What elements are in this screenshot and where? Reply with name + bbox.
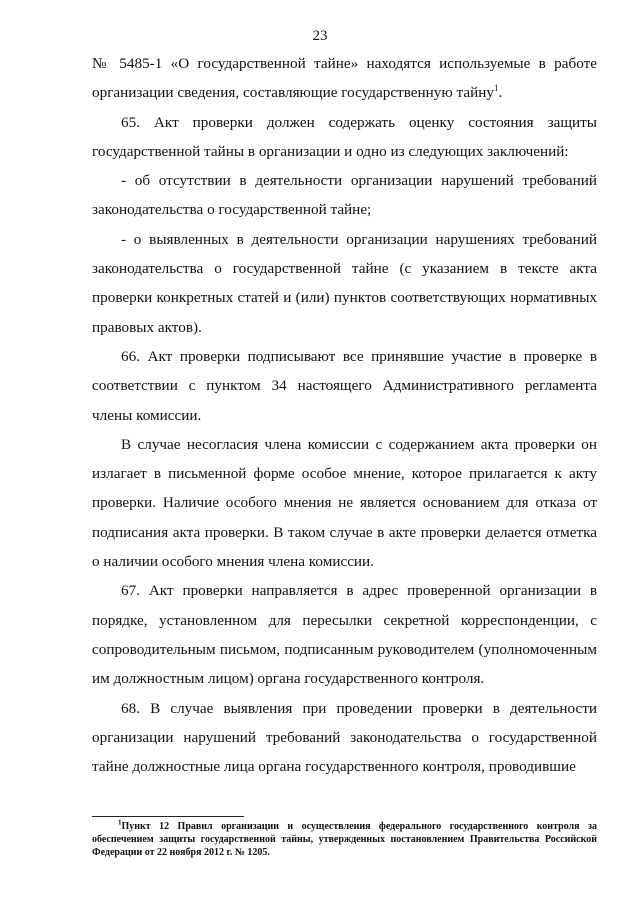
conclusion-no-violations: - об отсутствии в деятельности организации нарушений требований законодательства о государственной тайне; [92, 172, 597, 219]
paragraph-66: 66. Акт проверки подписывают все принявшие участие в проверке в соответствии с пунктом 34 настоящего Административного регламента члены комиссии. [92, 347, 597, 424]
conclusion-violations-found: - о выявленных в деятельности организации нарушениях требований законодательства о государственной тайне (с указанием в тексте акта проверки конкретных статей и (или) пунктов соответствующих нормативных правовых актов). [92, 230, 597, 336]
paragraph-65: 65. Акт проверки должен содержать оценку состояния защиты государственной тайны в организации и одно из следующих заключений: [92, 113, 597, 160]
document-body [92, 49, 597, 781]
page-number: 23 [312, 28, 328, 44]
footnote-mark: 1 [118, 818, 122, 827]
footnote [92, 820, 597, 859]
paragraph-continuation: № 5485-1 «О государственной тайне» находятся используемые в работе организации сведения, составляющие государственную тайну$^1$. [92, 55, 597, 102]
footnote-text: Пункт 12 Правил организации и осуществления федерального государственного контроля за обеспечением защиты государственной тайны, утвержденных постановлением Правительства Российской Федерации от 22 ноября 2012 г. № 1205. [92, 821, 597, 858]
paragraph-dissent: В случае несогласия члена комиссии с содержанием акта проверки он излагает в письменной форме особое мнение, которое прилагается к акту проверки. Наличие особого мнения не является основанием для отказа от подписания акта проверки. В таком случае в акте проверки делается отметка о наличии особого мнения члена комиссии. [92, 435, 597, 571]
paragraph-68: 68. В случае выявления при проведении проверки в деятельности организации нарушений требований законодательства о государственной тайне должностные лица органа государственного контроля, проводившие [92, 699, 597, 776]
footnote-divider [92, 816, 244, 817]
paragraph-67: 67. Акт проверки направляется в адрес проверенной организации в порядке, установленном для пересылки секретной корреспонденции, с сопроводительным письмом, подписанным руководителем (уполномоченным им должностным лицом) органа государственного контроля. [92, 582, 597, 688]
footnote-reference[interactable]: 1 [493, 83, 499, 94]
